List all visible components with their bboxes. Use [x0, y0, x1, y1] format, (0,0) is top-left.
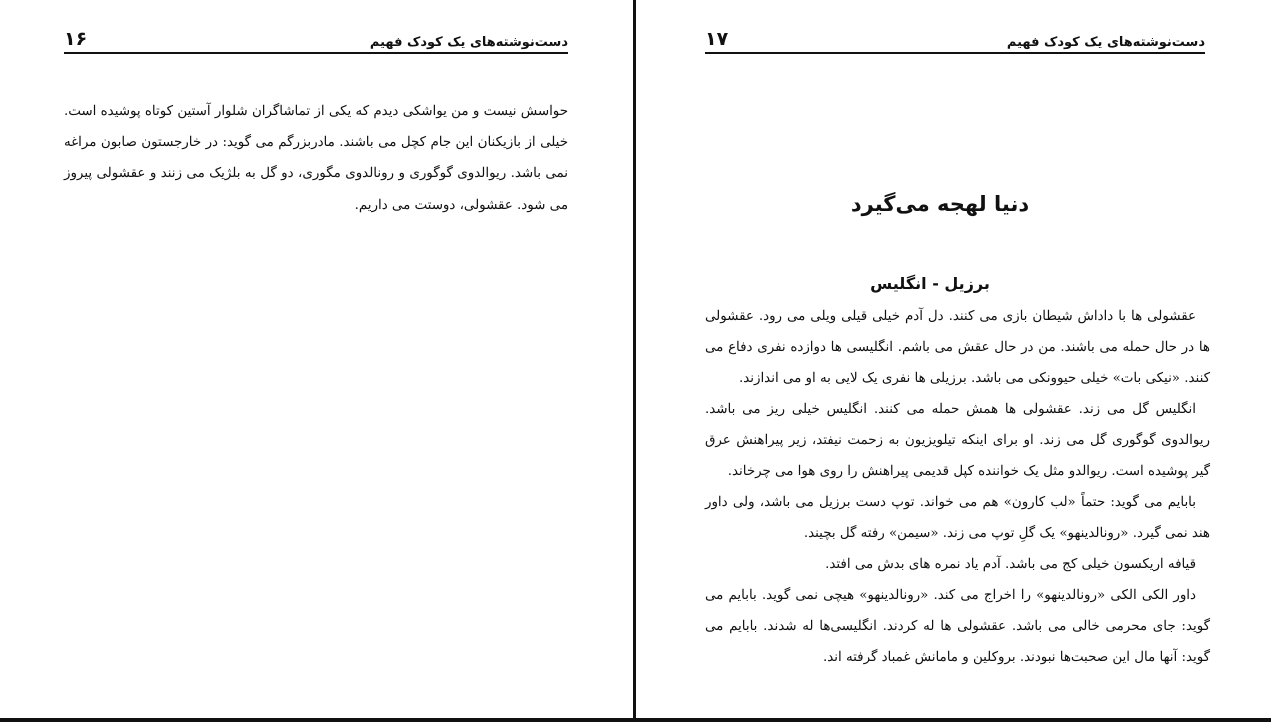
page-number: ۱۶ — [64, 28, 88, 50]
left-page-header — [64, 24, 568, 54]
left-page-paragraph: حواسش نیست و من یواشکی دیدم که یکی از تماشاگران شلوار آستین کوتاه پوشیده است. خیلی از بازیکنان این جام کچل می باشند. مادربزرگم می گوید: در خارجستون صابون مراغه نمی باشد. ریوالدوی گوگوری و رونالدوی مگوری، دو گل به بلژیک می زنند و عقشولی پیروز می شود. عقشولی، دوستت می داریم. — [64, 104, 568, 213]
paragraph: بابایم می گوید: حتماً «لب کارون» هم می خواند. توپ دست برزیل می باشد، ولی داور هند نمی گیرد. «رونالدینهو» یک گلِ توپ می زند. «سیمن» رفته گل بچیند. — [705, 495, 1210, 541]
right-page-body — [705, 301, 1210, 673]
right-page — [637, 0, 1271, 718]
paragraph: انگلیس گل می زند. عقشولی ها همش حمله می کنند. انگلیس خیلی ریز می باشد. ریوالدوی گوگوری گل می زند. او برای اینکه تیلویزیون به زحمت نیفتد، زیر پیراهنش عرق گیر پوشیده است. ریوالدو مثل یک خواننده کپل قدیمی پیراهنش را روی هوا می چرخاند. — [705, 402, 1210, 479]
paragraph: عقشولی ها با داداش شیطان بازی می کنند. دل آدم خیلی قیلی ویلی می رود. عقشولی ها در حال حمله می باشند. من در حال عقش می باشم. انگلیسی ها دوازده نفری دفاع می کنند. «نیکی بات» خیلی حیوونکی می باشد. برزیلی ها نفری یک لایی به او می اندازند. — [705, 309, 1210, 386]
left-page — [0, 0, 634, 718]
paragraph: داور الکی الکی «رونالدینهو» را اخراج می کند. «رونالدینهو» هیچی نمی گوید. بابایم می گوید: جای محرمی خالی می باشد. عقشولی ها له کردند. انگلیسی‌ها له شدند. بابایم می گوید: آنها مال این صحبت‌ها نبودند. بروکلین و مامانش غمباد گرفته اند. — [705, 588, 1210, 665]
running-title: دست‌نوشته‌های یک کودک فهیم — [1006, 35, 1205, 50]
bottom-edge — [0, 718, 1271, 722]
right-page-header — [705, 24, 1205, 54]
book-spine — [633, 0, 636, 722]
page-number: ۱۷ — [705, 28, 729, 50]
running-title: دست‌نوشته‌های یک کودک فهیم — [369, 35, 568, 50]
section-title: برزیل - انگلیس — [870, 274, 990, 293]
chapter-title: دنیا لهجه می‌گیرد — [850, 192, 1030, 216]
paragraph: قیافه اریکسون خیلی کج می باشد. آدم یاد نمره های بدش می افتد. — [825, 557, 1196, 572]
